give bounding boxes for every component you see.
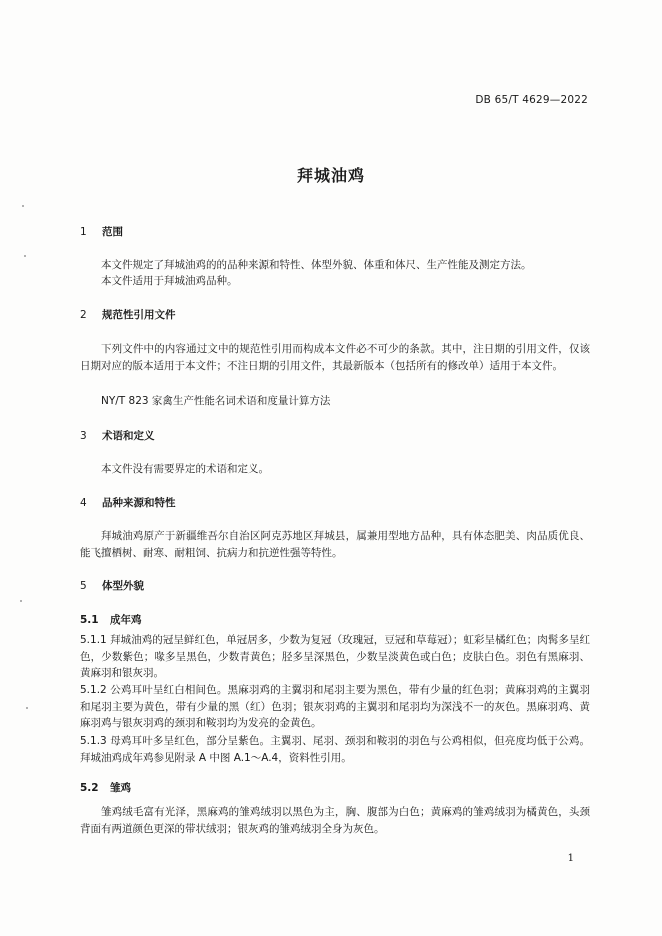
scan-speck: [24, 255, 26, 257]
clause-5-1-2: 5.1.2 公鸡耳叶呈红白相间色。黑麻羽鸡的主翼羽和尾羽主要为黑色，带有少量的红色羽；黄麻羽鸡的主翼羽和尾羽主要为黄色，带有少量的黑（红）色羽；银灰羽鸡的主翼羽和尾羽均为深浅不一的灰色。黑麻羽鸡、黄麻羽鸡与银灰羽鸡的颈羽和鞍羽均为发亮的金黄色。: [80, 684, 590, 729]
section-5-1-heading: [80, 612, 142, 627]
scan-speck: [26, 707, 28, 709]
clause-5-1-3: 5.1.3 母鸡耳叶多呈红色，部分呈紫色。主翼羽、尾羽、颈羽和鞍羽的羽色与公鸡相似，但亮度均低于公鸡。拜城油鸡成年鸡参见附录 A 中图 A.1～A.4，资料性引用。: [80, 735, 590, 764]
section-number: 5.2: [80, 782, 99, 794]
section-title: 雏鸡: [110, 782, 131, 794]
section-title: 术语和定义: [102, 430, 155, 442]
section-5-2-heading: [80, 780, 131, 795]
section-2-heading: [80, 307, 176, 322]
clause-5-1-1: 5.1.1 拜城油鸡的冠呈鲜红色，单冠居多，少数为复冠（玫瑰冠，豆冠和草莓冠）；虹彩呈橘红色；肉髯多呈红色，少数紫色；喙多呈黑色，少数青黄色；胫多呈深黑色，少数呈淡黄色或白色；皮肤白色。羽色有黑麻羽、黄麻羽和银灰羽。: [80, 634, 590, 679]
section-3-paragraph-1: 本文件没有需要界定的术语和定义。: [101, 463, 269, 475]
document-title: 拜城油鸡: [296, 166, 365, 185]
section-title: 成年鸡: [110, 614, 142, 626]
section-title: 范围: [102, 226, 123, 238]
section-title: 规范性引用文件: [102, 309, 176, 321]
page-number: 1: [567, 853, 574, 864]
section-title: 体型外貌: [102, 580, 144, 592]
section-title: 品种来源和特性: [102, 497, 176, 509]
section-number: 5: [80, 580, 87, 592]
section-4-heading: [80, 495, 176, 510]
section-5-heading: [80, 578, 144, 593]
section-5-2-paragraph-1: 雏鸡绒毛富有光泽，黑麻鸡的雏鸡绒羽以黑色为主，胸、腹部为白色；黄麻鸡的雏鸡绒羽为橘黄色，头颈背面有两道颜色更深的带状绒羽；银灰鸡的雏鸡绒羽全身为灰色。: [80, 806, 590, 835]
section-1-paragraph-1: 本文件规定了拜城油鸡的的品种来源和特性、体型外貌、体重和体尺、生产性能及测定方法。: [101, 259, 532, 271]
section-3-heading: [80, 428, 155, 443]
section-number: 3: [80, 430, 87, 442]
section-2-paragraph-1: 下列文件中的内容通过文中的规范性引用而构成本文件必不可少的条款。其中，注日期的引用文件，仅该日期对应的版本适用于本文件；不注日期的引用文件，其最新版本（包括所有的修改单）适用于本文件。: [80, 343, 590, 372]
section-1-paragraph-2: 本文件适用于拜城油鸡品种。: [101, 275, 238, 287]
section-number: 5.1: [80, 614, 99, 626]
normative-reference: NY/T 823 家禽生产性能名词术语和度量计算方法: [101, 395, 331, 407]
section-number: 4: [80, 497, 87, 509]
section-number: 2: [80, 309, 87, 321]
scan-speck: [22, 205, 24, 207]
section-1-heading: [80, 224, 123, 239]
section-4-paragraph-1: 拜城油鸡原产于新疆维吾尔自治区阿克苏地区拜城县，属兼用型地方品种，具有体态肥美、肉品质优良、能飞擅栖树、耐寒、耐粗饲、抗病力和抗逆性强等特性。: [80, 530, 590, 559]
section-number: 1: [80, 226, 87, 238]
document-code: DB 65/T 4629—2022: [475, 94, 588, 106]
scan-speck: [20, 600, 22, 602]
